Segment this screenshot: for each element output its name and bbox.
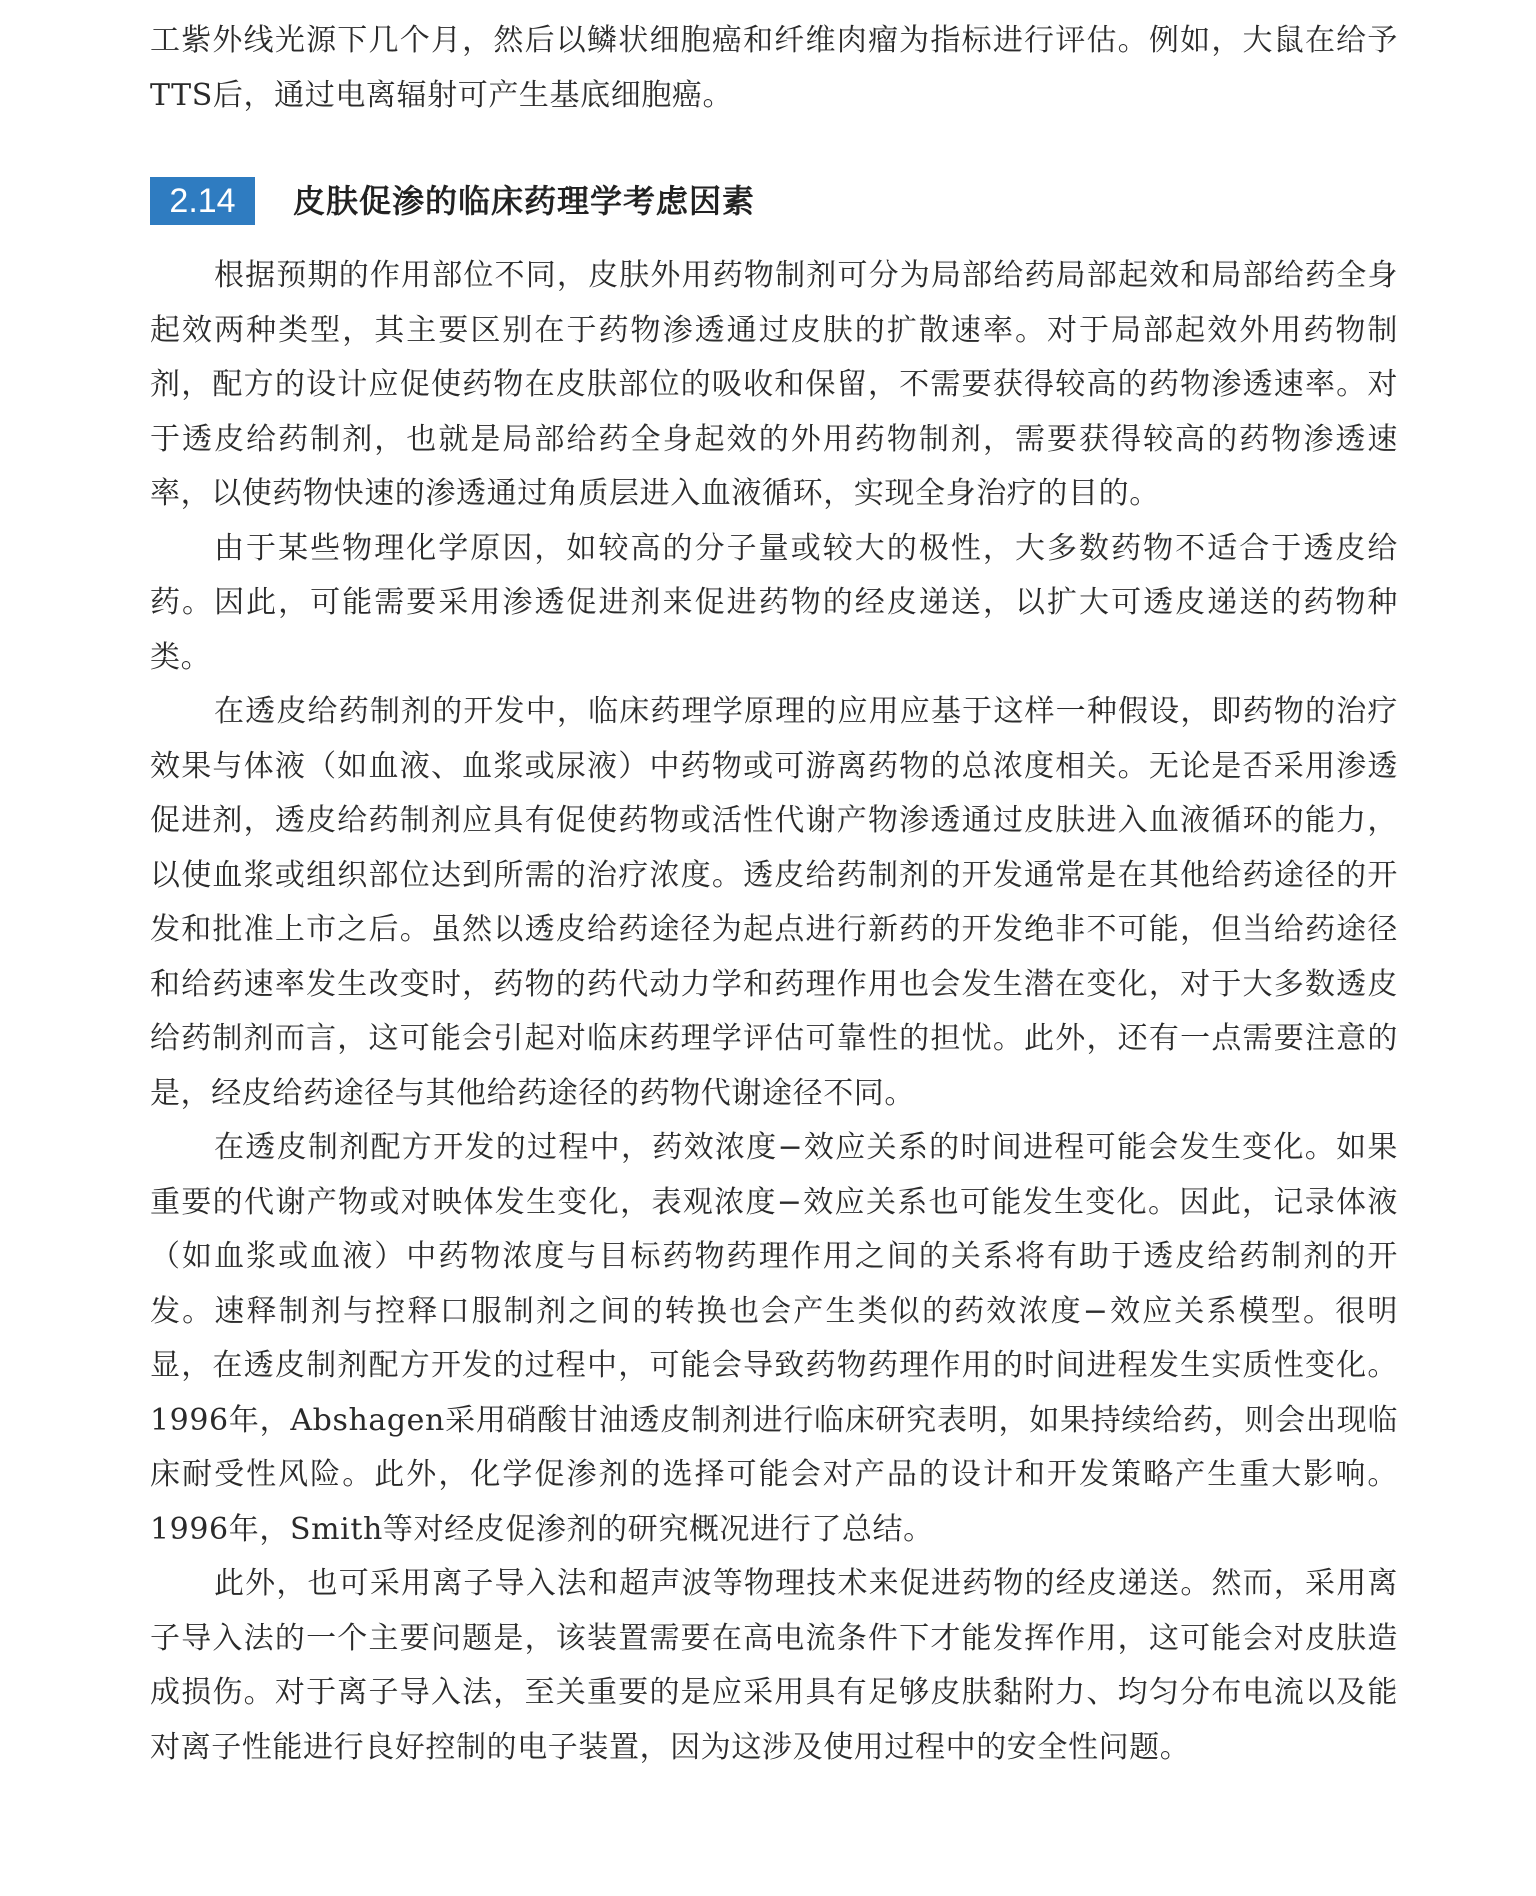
paragraph-4: 在透皮制剂配方开发的过程中，药效浓度−效应关系的时间进程可能会发生变化。如果重要的代谢产物或对映体发生变化，表观浓度−效应关系也可能发生变化。因此，记录体液（如血浆或血液）中药物浓度与目标药物药理作用之间的关系将有助于透皮给药制剂的开发。速释制剂与控释口服制剂之间的转换也会产生类似的药效浓度−效应关系模型。很明显，在透皮制剂配方开发的过程中，可能会导致药物药理作用的时间进程发生实质性变化。1996年，Abshagen采用硝酸甘油透皮制剂进行临床研究表明，如果持续给药，则会出现临床耐受性风险。此外，化学促渗剂的选择可能会对产品的设计和开发策略产生重大影响。1996年，Smith等对经皮促渗剂的研究概况进行了总结。 <box>150 1130 1398 1547</box>
paragraph-2: 由于某些物理化学原因，如较高的分子量或较大的极性，大多数药物不适合于透皮给药。因此，可能需要采用渗透促进剂来促进药物的经皮递送，以扩大可透皮递送的药物种类。 <box>150 530 1398 675</box>
section-title: 皮肤促渗的临床药理学考虑因素 <box>293 181 756 220</box>
section-number-badge: 2.14 <box>150 177 255 225</box>
paragraph-1: 根据预期的作用部位不同，皮肤外用药物制剂可分为局部给药局部起效和局部给药全身起效两种类型，其主要区别在于药物渗透通过皮肤的扩散速率。对于局部起效外用药物制剂，配方的设计应促使药物在皮肤部位的吸收和保留，不需要获得较高的药物渗透速率。对于透皮给药制剂，也就是局部给药全身起效的外用药物制剂，需要获得较高的药物渗透速率，以使药物快速的渗透通过角质层进入血液循环，实现全身治疗的目的。 <box>150 258 1398 511</box>
intro-paragraph: 工紫外线光源下几个月，然后以鳞状细胞癌和纤维肉瘤为指标进行评估。例如，大鼠在给予TTS后，通过电离辐射可产生基底细胞癌。 <box>150 23 1398 113</box>
document-page <box>150 14 1398 1775</box>
paragraph-3: 在透皮给药制剂的开发中，临床药理学原理的应用应基于这样一种假设，即药物的治疗效果与体液（如血液、血浆或尿液）中药物或可游离药物的总浓度相关。无论是否采用渗透促进剂，透皮给药制剂应具有促使药物或活性代谢产物渗透通过皮肤进入血液循环的能力，以使血浆或组织部位达到所需的治疗浓度。透皮给药制剂的开发通常是在其他给药途径的开发和批准上市之后。虽然以透皮给药途径为起点进行新药的开发绝非不可能，但当给药途径和给药速率发生改变时，药物的药代动力学和药理作用也会发生潜在变化，对于大多数透皮给药制剂而言，这可能会引起对临床药理学评估可靠性的担忧。此外，还有一点需要注意的是，经皮给药途径与其他给药途径的药物代谢途径不同。 <box>150 694 1398 1111</box>
section-heading <box>150 177 1398 225</box>
paragraph-5: 此外，也可采用离子导入法和超声波等物理技术来促进药物的经皮递送。然而，采用离子导入法的一个主要问题是，该装置需要在高电流条件下才能发挥作用，这可能会对皮肤造成损伤。对于离子导入法，至关重要的是应采用具有足够皮肤黏附力、均匀分布电流以及能对离子性能进行良好控制的电子装置，因为这涉及使用过程中的安全性问题。 <box>150 1566 1398 1765</box>
